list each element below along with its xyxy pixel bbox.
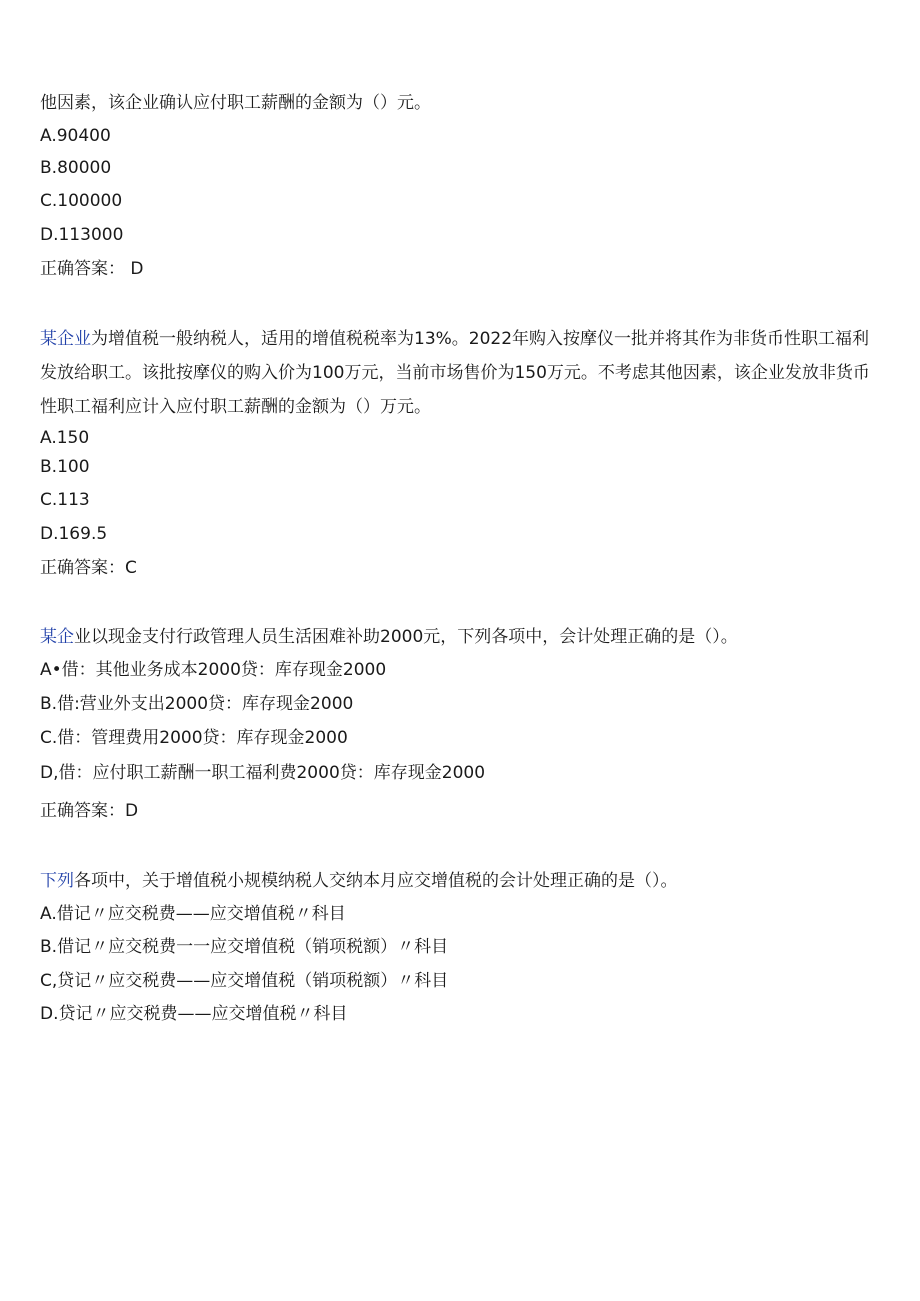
q3-stem-highlight: 某企 (40, 627, 74, 647)
q4-stem-text: 各项中，关于增值税小规模纳税人交纳本月应交增值税的会计处理正确的是（）。 (74, 871, 678, 891)
q3-option-b: B.借:营业外支出2000贷：库存现金2000 (40, 694, 354, 714)
q3-option-d: D,借：应付职工薪酬一职工福利费2000贷：库存现金2000 (40, 763, 486, 783)
q1-option-d: D.113000 (40, 225, 124, 245)
q4-stem-highlight: 下列 (40, 871, 74, 891)
q2-stem-text: 为增值税一般纳税人，适用的增值税税率为13%。2022年购入按摩仪一批并将其作为非货币性职工福利发放给职工。该批按摩仪的购入价为100万元，当前市场售价为150万元。不考虑其他因素，该企业发放非货币性职工福利应计入应付职工薪酬的金额为（）万元。 (40, 329, 870, 417)
q4-stem (40, 870, 678, 892)
q1-stem: 他因素，该企业确认应付职工薪酬的金额为（）元。 (40, 93, 431, 113)
q2-option-c: C.113 (40, 490, 90, 510)
q1-option-b: B.80000 (40, 158, 112, 178)
q2-option-d: D.169.5 (40, 524, 108, 544)
q1-answer: 正确答案： D (40, 259, 144, 279)
q2-answer: 正确答案：C (40, 558, 137, 578)
q3-stem-text: 业以现金支付行政管理人员生活困难补助2000元，下列各项中，会计处理正确的是（）。 (74, 627, 738, 647)
q4-option-c: C,贷记〃应交税费——应交增值税（销项税额）〃科目 (40, 971, 449, 991)
q1-option-c: C.100000 (40, 191, 123, 211)
q4-option-b: B.借记〃应交税费一一应交增值税（销项税额）〃科目 (40, 937, 449, 957)
q2-option-b: B.100 (40, 457, 90, 477)
q2-stem (40, 322, 875, 424)
q3-answer: 正确答案：D (40, 801, 139, 821)
q3-stem (40, 626, 738, 648)
q3-option-a: A•借：其他业务成本2000贷：库存现金2000 (40, 660, 387, 680)
q2-stem-highlight: 某企业 (40, 329, 91, 349)
q2-option-a: A.150 (40, 428, 90, 448)
q3-option-c: C.借：管理费用2000贷：库存现金2000 (40, 728, 348, 748)
q1-option-a: A.90400 (40, 126, 111, 146)
q4-option-d: D.贷记〃应交税费——应交增值税〃科目 (40, 1004, 348, 1024)
q4-option-a: A.借记〃应交税费——应交增值税〃科目 (40, 904, 346, 924)
